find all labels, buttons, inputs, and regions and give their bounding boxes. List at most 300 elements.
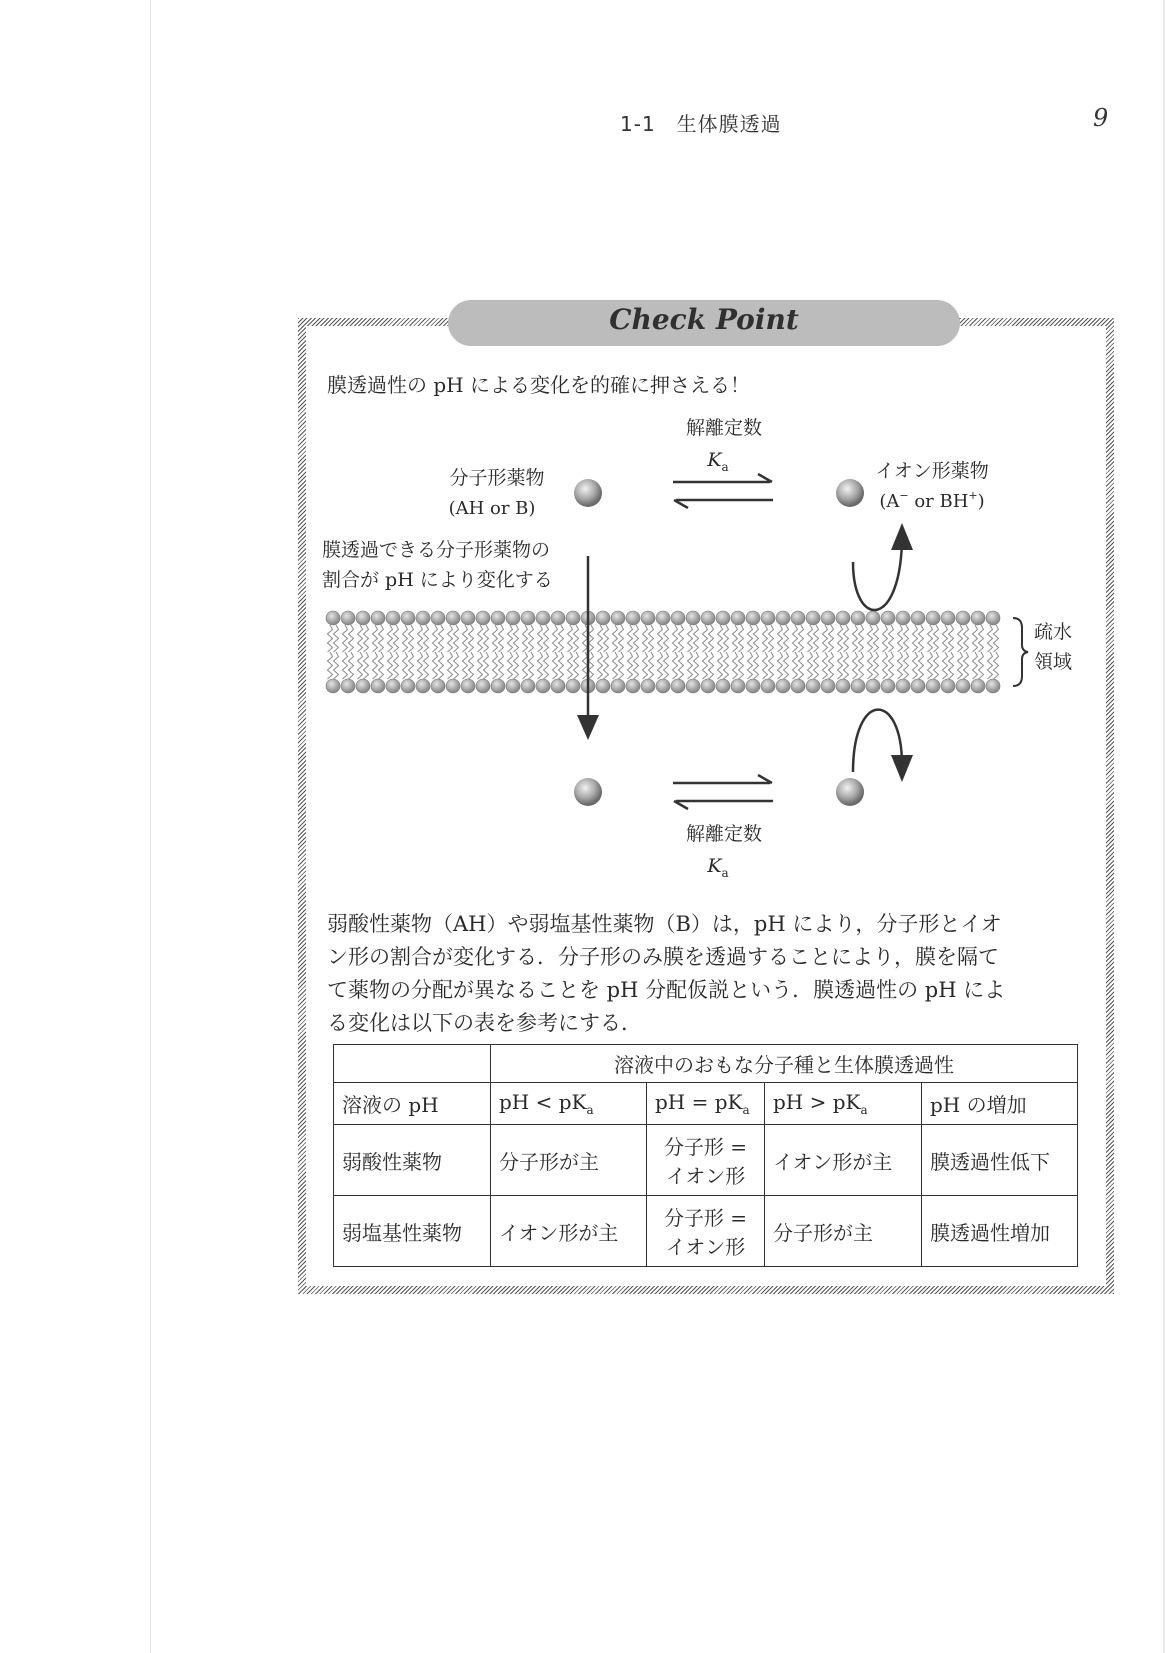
lipid-tail — [793, 652, 798, 679]
lipid-tail — [673, 625, 678, 652]
ph-permeability-table — [333, 1044, 1078, 1267]
lipid-tail — [784, 625, 789, 652]
lipid-head — [326, 611, 340, 625]
lipid-head — [611, 679, 625, 693]
lipid-tail — [709, 652, 714, 679]
lipid-tail — [619, 625, 624, 652]
lipid-tail — [358, 625, 363, 652]
lipid-tail — [628, 652, 633, 679]
lipid-head — [416, 611, 430, 625]
lipid-tail — [664, 652, 669, 679]
lipid-tail — [403, 625, 408, 652]
lipid-tail — [553, 625, 558, 652]
lipid-tail — [703, 652, 708, 679]
cell-eq: 分子形 = イオン形 — [647, 1196, 765, 1267]
lipid-tail — [853, 652, 858, 679]
lipid-tail — [334, 652, 339, 679]
lipid-tail — [718, 652, 723, 679]
lipid-tail — [949, 652, 954, 679]
cell-gt: 分子形が主 — [765, 1196, 922, 1267]
lipid-head — [326, 679, 340, 693]
lipid-tail — [763, 652, 768, 679]
lipid-tail — [448, 625, 453, 652]
lipid-tail — [943, 652, 948, 679]
lipid-tail — [514, 625, 519, 652]
lipid-head — [761, 611, 775, 625]
lipid-tail — [988, 652, 993, 679]
col-header-gt: pH > $pK_a$ — [765, 1083, 922, 1125]
ionic-drug-sphere-bottom — [836, 778, 864, 806]
lipid-tail — [373, 625, 378, 652]
lipid-head — [821, 679, 835, 693]
lipid-head — [791, 611, 805, 625]
lipid-head — [476, 679, 490, 693]
lipid-tail — [718, 625, 723, 652]
lipid-tail — [364, 625, 369, 652]
lipid-tail — [838, 652, 843, 679]
lipid-head — [896, 679, 910, 693]
lipid-tail — [694, 625, 699, 652]
ion-repelled-arrowhead-top — [891, 523, 913, 550]
lipid-tail — [484, 652, 489, 679]
lipid-tail — [958, 652, 963, 679]
lipid-tail — [529, 625, 534, 652]
lipid-tail — [823, 625, 828, 652]
lipid-tail — [598, 625, 603, 652]
lipid-tail — [913, 625, 918, 652]
lipid-tail — [388, 625, 393, 652]
lipid-head — [716, 611, 730, 625]
lipid-head — [911, 611, 925, 625]
lipid-tail — [538, 625, 543, 652]
lipid-head — [536, 679, 550, 693]
lipid-tail — [508, 625, 513, 652]
lipid-tail — [979, 625, 984, 652]
lipid-head — [776, 679, 790, 693]
lipid-tail — [928, 652, 933, 679]
lipid-tail — [343, 652, 348, 679]
lipid-tail — [964, 652, 969, 679]
col-header-lt: pH < $pK_a$ — [491, 1083, 647, 1125]
lipid-tail — [904, 625, 909, 652]
lipid-head — [431, 679, 445, 693]
lipid-head — [941, 611, 955, 625]
lipid-tail — [688, 652, 693, 679]
lipid-head — [866, 679, 880, 693]
lipid-tail — [604, 625, 609, 652]
lipid-tail — [349, 625, 354, 652]
lipid-tail — [598, 652, 603, 679]
running-head: 1-1 生体膜透過 — [620, 112, 782, 136]
table-row — [334, 1125, 1078, 1196]
lipid-head — [656, 679, 670, 693]
lipid-tail — [799, 652, 804, 679]
lipid-tail — [703, 625, 708, 652]
lipid-tail — [859, 625, 864, 652]
lipid-head — [716, 679, 730, 693]
lipid-tail — [328, 625, 333, 652]
lipid-tail — [559, 625, 564, 652]
lipid-tail — [523, 625, 528, 652]
lipid-tail — [679, 652, 684, 679]
lipid-head — [731, 611, 745, 625]
lipid-tail — [424, 625, 429, 652]
lipid-tail — [643, 652, 648, 679]
lipid-tail — [778, 652, 783, 679]
lipid-tail — [748, 652, 753, 679]
lipid-head — [971, 679, 985, 693]
lipid-head — [566, 679, 580, 693]
lipid-tail — [778, 625, 783, 652]
lipid-tail — [568, 652, 573, 679]
lipid-tail — [868, 652, 873, 679]
lipid-head — [491, 679, 505, 693]
lipid-head — [821, 611, 835, 625]
lipid-tail — [559, 652, 564, 679]
lipid-tail — [898, 652, 903, 679]
ionic-drug-sphere-top — [836, 479, 864, 507]
lipid-tail — [373, 652, 378, 679]
lipid-head — [761, 679, 775, 693]
lipid-tail — [754, 652, 759, 679]
lipid-head — [896, 611, 910, 625]
lipid-tail — [658, 652, 663, 679]
explanation-paragraph — [327, 908, 1087, 1040]
lipid-head — [461, 611, 475, 625]
lipid-tail — [358, 652, 363, 679]
lipid-tail — [808, 652, 813, 679]
lipid-head — [401, 679, 415, 693]
lipid-head — [386, 611, 400, 625]
lipid-tail — [973, 625, 978, 652]
lipid-head — [656, 611, 670, 625]
lipid-tail — [523, 652, 528, 679]
lipid-tail — [793, 625, 798, 652]
lipid-tail — [409, 625, 414, 652]
lipid-tail — [814, 652, 819, 679]
ionic-drug-label: イオン形薬物 — [875, 460, 989, 482]
lipid-tail — [628, 625, 633, 652]
lipid-tail — [859, 652, 864, 679]
lipid-tail — [724, 652, 729, 679]
top-constant-label: 解離定数 — [685, 417, 763, 439]
lipid-head — [941, 679, 955, 693]
lipid-tail — [889, 625, 894, 652]
hydrophobic-label-line1: 疏水 — [1034, 621, 1073, 643]
lipid-head — [341, 611, 355, 625]
lipid-tail — [874, 625, 879, 652]
molecular-drug-formula: (AH or B) — [448, 498, 536, 519]
lipid-head — [566, 611, 580, 625]
lipid-head — [686, 611, 700, 625]
lipid-head — [641, 611, 655, 625]
lipid-tail — [988, 625, 993, 652]
lipid-head — [746, 679, 760, 693]
lipid-tail — [379, 652, 384, 679]
lipid-tail — [943, 625, 948, 652]
paragraph-line: る変化は以下の表を参考にする． — [327, 1011, 642, 1035]
lipid-tail — [394, 652, 399, 679]
lipid-head — [866, 611, 880, 625]
lipid-tail — [733, 625, 738, 652]
lipid-head — [626, 679, 640, 693]
lipid-tail — [433, 652, 438, 679]
lipid-tail — [409, 652, 414, 679]
permeation-arrowhead — [577, 715, 599, 740]
lipid-tail — [439, 625, 444, 652]
permeation-note-line1: 膜透過できる分子形薬物の — [322, 539, 551, 561]
lipid-tail — [784, 652, 789, 679]
lipid-head — [446, 679, 460, 693]
lipid-tail — [868, 625, 873, 652]
lipid-head — [521, 611, 535, 625]
lipid-tail — [469, 652, 474, 679]
lipid-tail — [799, 625, 804, 652]
lipid-tail — [334, 625, 339, 652]
lipid-tail — [643, 625, 648, 652]
equilibrium-arrows-bottom — [673, 775, 773, 809]
lipid-tail — [844, 625, 849, 652]
lipid-tail — [538, 652, 543, 679]
lipid-tail — [364, 652, 369, 679]
lipid-head — [671, 611, 685, 625]
lipid-head — [731, 679, 745, 693]
lipid-head — [356, 611, 370, 625]
lipid-tail — [499, 625, 504, 652]
cell-lt: イオン形が主 — [491, 1196, 647, 1267]
lipid-tail — [919, 625, 924, 652]
cell-lt: 分子形が主 — [491, 1125, 647, 1196]
lipid-tail — [418, 652, 423, 679]
lipid-head — [776, 611, 790, 625]
lipid-head — [701, 611, 715, 625]
bottom-constant-label: 解離定数 — [685, 823, 763, 845]
lipid-tail — [814, 625, 819, 652]
lipid-head — [356, 679, 370, 693]
lipid-tail — [574, 652, 579, 679]
molecular-drug-sphere-top — [574, 479, 602, 507]
lipid-tail — [844, 652, 849, 679]
lipid-tail — [379, 625, 384, 652]
cell-gt: イオン形が主 — [765, 1125, 922, 1196]
lipid-tail — [829, 625, 834, 652]
lipid-tail — [994, 625, 999, 652]
lipid-head — [551, 611, 565, 625]
molecular-drug-label: 分子形薬物 — [449, 467, 545, 489]
lipid-tail — [769, 625, 774, 652]
lipid-tail — [658, 625, 663, 652]
lipid-head — [641, 679, 655, 693]
lipid-tail — [544, 625, 549, 652]
row-label: 弱塩基性薬物 — [334, 1196, 491, 1267]
lipid-tail — [634, 652, 639, 679]
permeation-note-line2: 割合が pH により変化する — [322, 569, 553, 591]
lipid-tail — [808, 625, 813, 652]
lipid-tail — [574, 625, 579, 652]
lipid-head — [461, 679, 475, 693]
lipid-tail — [754, 625, 759, 652]
lipid-tail — [544, 652, 549, 679]
lipid-tail — [934, 625, 939, 652]
lipid-tail — [964, 625, 969, 652]
lipid-head — [806, 679, 820, 693]
ion-repelled-arrowhead-bottom — [891, 755, 913, 782]
table-row — [334, 1196, 1078, 1267]
lipid-tail — [568, 625, 573, 652]
lipid-tail — [439, 652, 444, 679]
page-number: 9 — [1093, 104, 1109, 132]
lipid-tail — [604, 652, 609, 679]
lipid-tail — [874, 652, 879, 679]
lipid-tail — [664, 625, 669, 652]
ionic-drug-formula: (A− or BH+) — [879, 489, 985, 512]
lipid-tail — [403, 652, 408, 679]
lipid-tail — [748, 625, 753, 652]
lipid-tail — [388, 652, 393, 679]
col-header-ph: 溶液の pH — [334, 1083, 491, 1125]
cell-increase: 膜透過性増加 — [922, 1196, 1078, 1267]
lipid-tail — [328, 652, 333, 679]
bottom-constant-symbol: $K_a$ — [707, 855, 729, 880]
lipid-tail — [763, 625, 768, 652]
lipid-tail — [694, 652, 699, 679]
lipid-tail — [478, 625, 483, 652]
lipid-tail — [553, 652, 558, 679]
lipid-tail — [454, 625, 459, 652]
lipid-tail — [904, 652, 909, 679]
lipid-head — [431, 611, 445, 625]
lipid-head — [851, 611, 865, 625]
lipid-tail — [634, 625, 639, 652]
lipid-tail — [928, 625, 933, 652]
paragraph-line: 弱酸性薬物（AH）や弱塩基性薬物（B）は，pH により，分子形とイオ — [327, 912, 1002, 936]
lipid-head — [551, 679, 565, 693]
lipid-head — [506, 679, 520, 693]
lipid-tail — [493, 652, 498, 679]
lipid-head — [611, 611, 625, 625]
lipid-head — [626, 611, 640, 625]
lipid-head — [596, 611, 610, 625]
table-header-row — [334, 1045, 1078, 1083]
col-header-increase: pH の増加 — [922, 1083, 1078, 1125]
table-corner-cell — [334, 1045, 491, 1083]
lipid-tail — [613, 625, 618, 652]
lipid-head — [926, 679, 940, 693]
lipid-tail — [394, 625, 399, 652]
cell-increase: 膜透過性低下 — [922, 1125, 1078, 1196]
lipid-tail — [418, 625, 423, 652]
lipid-tail — [934, 652, 939, 679]
lipid-head — [881, 679, 895, 693]
lipid-tail — [994, 652, 999, 679]
lipid-tail — [493, 625, 498, 652]
lipid-tail — [529, 652, 534, 679]
lipid-head — [521, 679, 535, 693]
lipid-tail — [463, 652, 468, 679]
lipid-tail — [514, 652, 519, 679]
lipid-tail — [613, 652, 618, 679]
lipid-head — [476, 611, 490, 625]
membrane-diagram — [0, 410, 1165, 970]
col-header-eq: pH = $pK_a$ — [647, 1083, 765, 1125]
lipid-tail — [829, 652, 834, 679]
check-point-title: Check Point — [609, 303, 799, 336]
lipid-tail — [673, 652, 678, 679]
lipid-tail — [448, 652, 453, 679]
lipid-head — [956, 679, 970, 693]
lipid-tail — [688, 625, 693, 652]
paragraph-line: て薬物の分配が異なることを pH 分配仮説という．膜透過性の pH によ — [327, 978, 1006, 1002]
lipid-tail — [343, 625, 348, 652]
lipid-tail — [838, 625, 843, 652]
lipid-head — [401, 611, 415, 625]
lipid-tail — [958, 625, 963, 652]
lipid-head — [416, 679, 430, 693]
lipid-tail — [649, 625, 654, 652]
lipid-tail — [709, 625, 714, 652]
lipid-tail — [739, 652, 744, 679]
lipid-head — [971, 611, 985, 625]
lipid-head — [926, 611, 940, 625]
lipid-tail — [433, 625, 438, 652]
table-span-header: 溶液中のおもな分子種と生体膜透過性 — [491, 1045, 1078, 1083]
lipid-tail — [463, 625, 468, 652]
lipid-tail — [769, 652, 774, 679]
lipid-tail — [883, 652, 888, 679]
lipid-head — [806, 611, 820, 625]
molecular-drug-sphere-bottom — [574, 778, 602, 806]
lipid-head — [956, 611, 970, 625]
lipid-tail — [724, 625, 729, 652]
lipid-head — [701, 679, 715, 693]
lipid-head — [851, 679, 865, 693]
lipid-tail — [508, 652, 513, 679]
lipid-head — [986, 611, 1000, 625]
lipid-tail — [739, 625, 744, 652]
lipid-head — [536, 611, 550, 625]
lipid-tail — [913, 652, 918, 679]
lipid-tail — [454, 652, 459, 679]
equilibrium-arrows-top — [673, 474, 773, 508]
lipid-tail — [469, 625, 474, 652]
lead-sentence: 膜透過性の pH による変化を的確に押さえる！ — [327, 373, 750, 397]
lipid-bilayer — [326, 611, 1000, 693]
lipid-tail — [949, 625, 954, 652]
lipid-head — [881, 611, 895, 625]
lipid-head — [791, 679, 805, 693]
lipid-head — [506, 611, 520, 625]
hydrophobic-bracket — [1013, 618, 1028, 686]
lipid-tail — [823, 652, 828, 679]
lipid-tail — [898, 625, 903, 652]
paragraph-line: ン形の割合が変化する．分子形のみ膜を透過することにより，膜を隔て — [327, 945, 999, 969]
top-constant-symbol: $K_a$ — [707, 449, 729, 474]
lipid-tail — [919, 652, 924, 679]
lipid-head — [371, 611, 385, 625]
lipid-head — [986, 679, 1000, 693]
cell-eq: 分子形 = イオン形 — [647, 1125, 765, 1196]
lipid-tail — [889, 652, 894, 679]
lipid-head — [911, 679, 925, 693]
lipid-tail — [484, 625, 489, 652]
hydrophobic-label-line2: 領域 — [1034, 651, 1073, 673]
lipid-head — [836, 611, 850, 625]
lipid-tail — [679, 625, 684, 652]
lipid-tail — [733, 652, 738, 679]
lipid-head — [341, 679, 355, 693]
lipid-tail — [619, 652, 624, 679]
lipid-head — [746, 611, 760, 625]
